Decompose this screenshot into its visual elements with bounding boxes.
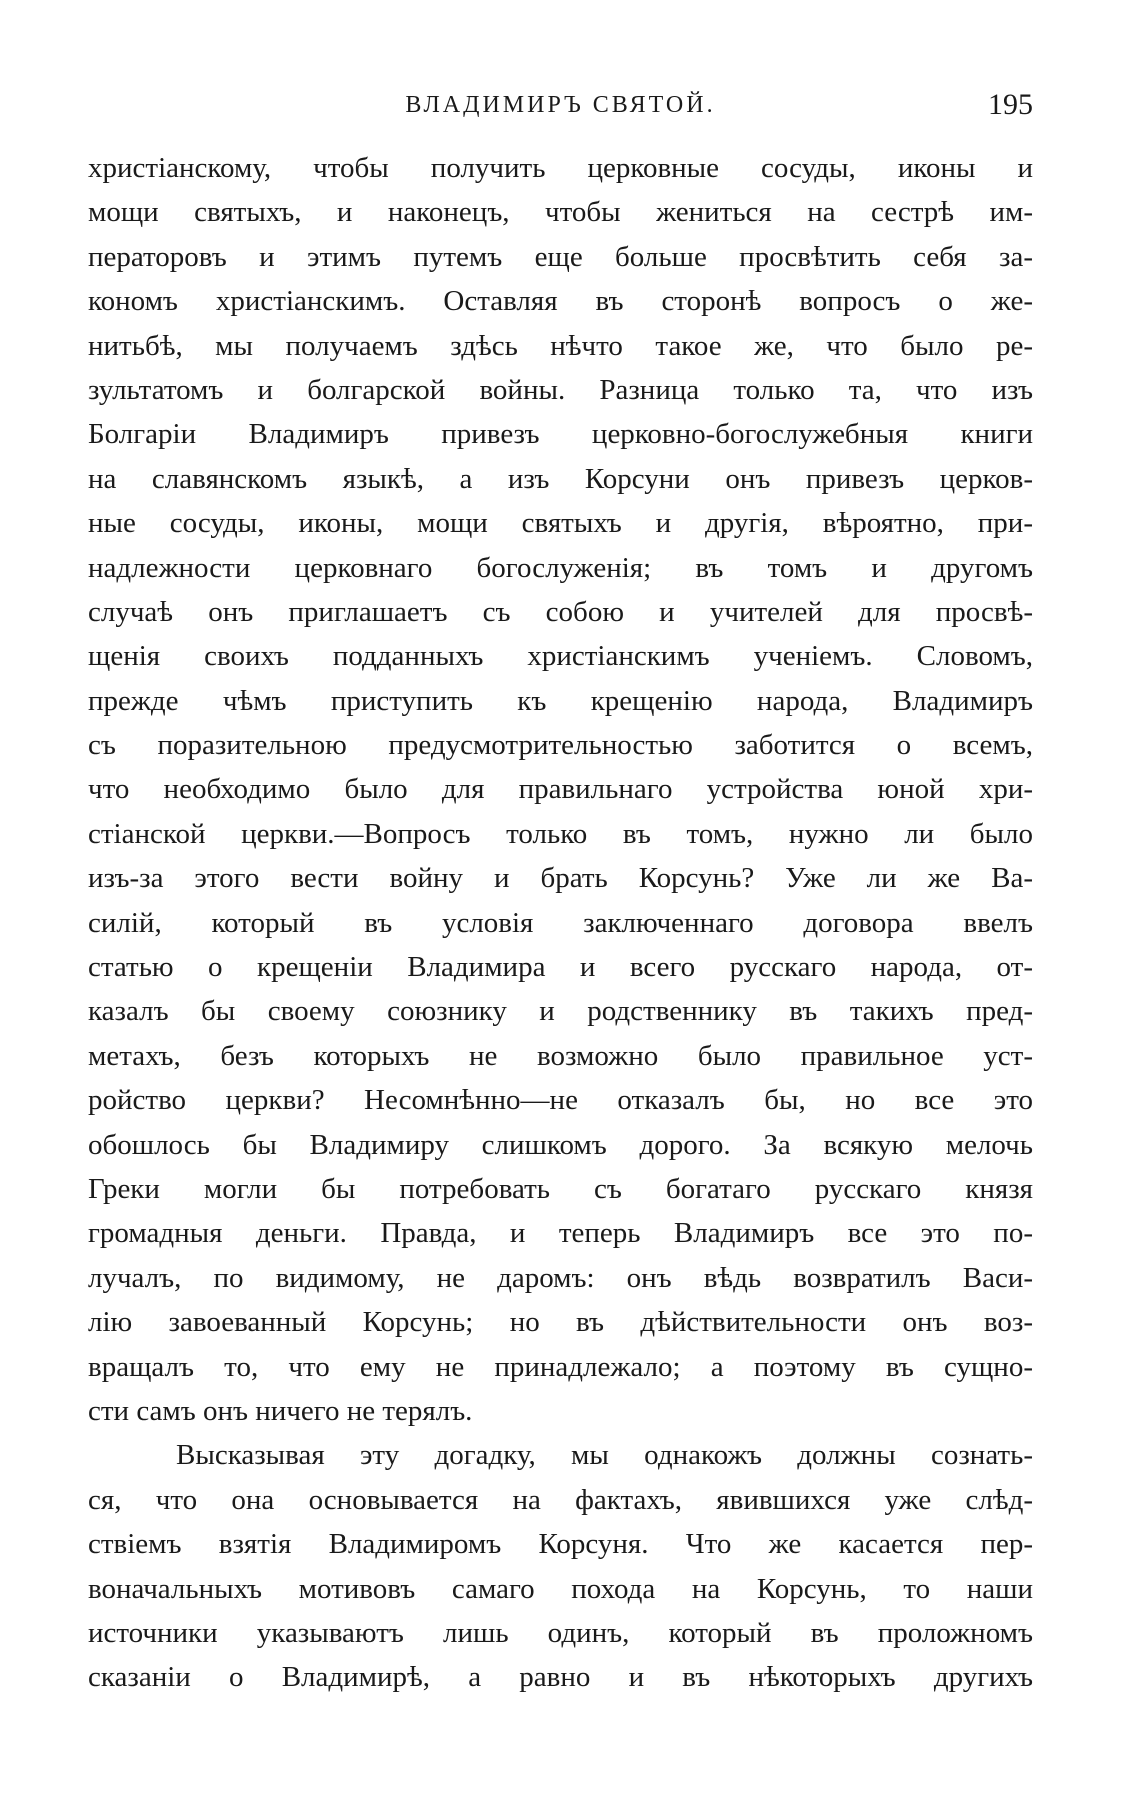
text-line: вращалъ то, что ему не принадлежало; а поэтому въ сущно- [88,1350,1033,1383]
text-line: статью о крещеніи Владимира и всего русскаго народа, от- [88,951,1033,984]
text-line: зультатомъ и болгарской войны. Разница только та, что изъ [88,373,1033,406]
text-line: источники указываютъ лишь одинъ, который въ проложномъ [88,1616,1033,1649]
text-line: стіанской церкви.—Вопросъ только въ томъ, нужно ли было [88,817,1033,850]
text-line: мощи святыхъ, и наконецъ, чтобы жениться на сестрѣ им- [88,196,1033,229]
text-line: кономъ христіанскимъ. Оставляя въ сторонѣ вопросъ о же- [88,285,1033,318]
text-line: ные сосуды, иконы, мощи святыхъ и другія, вѣроятно, при- [88,507,1033,540]
text-line: щенія своихъ подданныхъ христіанскимъ ученіемъ. Словомъ, [88,640,1033,673]
text-line: ройство церкви? Несомнѣнно—не отказалъ бы, но все это [88,1084,1033,1117]
text-line: ператоровъ и этимъ путемъ еще больше просвѣтить себя за- [88,240,1033,273]
running-title: ВЛАДИМИРЪ СВЯТОЙ. [405,92,716,118]
page-number: 195 [988,88,1033,121]
text-line: громадныя деньги. Правда, и теперь Владимиръ все это по- [88,1217,1033,1250]
text-line: лію завоеванный Корсунь; но въ дѣйствительности онъ воз- [88,1306,1033,1339]
running-header [88,88,1033,132]
text-line: силій, который въ условія заключеннаго договора ввелъ [88,906,1033,939]
text-line: съ поразительною предусмотрительностью заботится о всемъ, [88,729,1033,762]
paragraph [88,1433,1033,1699]
text-line: Болгаріи Владимиръ привезъ церковно-богослужебныя книги [88,418,1033,451]
paragraph [88,146,1033,1433]
text-line: Греки могли бы потребовать съ богатаго русскаго князя [88,1172,1033,1205]
text-line: нитьбѣ, мы получаемъ здѣсь нѣчто такое же, что было ре- [88,329,1033,362]
text-line: христіанскому, чтобы получить церковные сосуды, иконы и [88,152,1033,184]
text-line: надлежности церковнаго богослуженія; въ томъ и другомъ [88,551,1033,584]
text-line: изъ-за этого вести войну и брать Корсунь? Уже ли же Ва- [88,862,1033,895]
text-line: на славянскомъ языкѣ, а изъ Корсуни онъ привезъ церков- [88,462,1033,495]
text-line: метахъ, безъ которыхъ не возможно было правильное уст- [88,1039,1033,1072]
text-line: что необходимо было для правильнаго устройства юной хри- [88,773,1033,806]
body-text [88,146,1033,1700]
text-line: сти самъ онъ ничего не терялъ. [88,1394,473,1427]
text-line: ся, что она основывается на фактахъ, явившихся уже слѣд- [88,1483,1033,1516]
text-line: Высказывая эту догадку, мы однакожъ должны сознать- [176,1439,1033,1472]
text-line: случаѣ онъ приглашаетъ съ собою и учителей для просвѣ- [88,595,1033,628]
text-line: казалъ бы своему союзнику и родственнику въ такихъ пред- [88,995,1033,1028]
text-line: обошлось бы Владимиру слишкомъ дорого. За всякую мелочь [88,1128,1033,1161]
text-line: воначальныхъ мотивовъ самаго похода на Корсунь, то наши [88,1572,1033,1605]
text-line: лучалъ, по видимому, не даромъ: онъ вѣдь возвратилъ Васи- [88,1261,1033,1294]
text-line: ствіемъ взятія Владимиромъ Корсуня. Что же касается пер- [88,1528,1033,1561]
text-line: сказаніи о Владимирѣ, а равно и въ нѣкоторыхъ другихъ [88,1661,1033,1694]
text-line: прежде чѣмъ приступить къ крещенію народа, Владимиръ [88,684,1033,717]
